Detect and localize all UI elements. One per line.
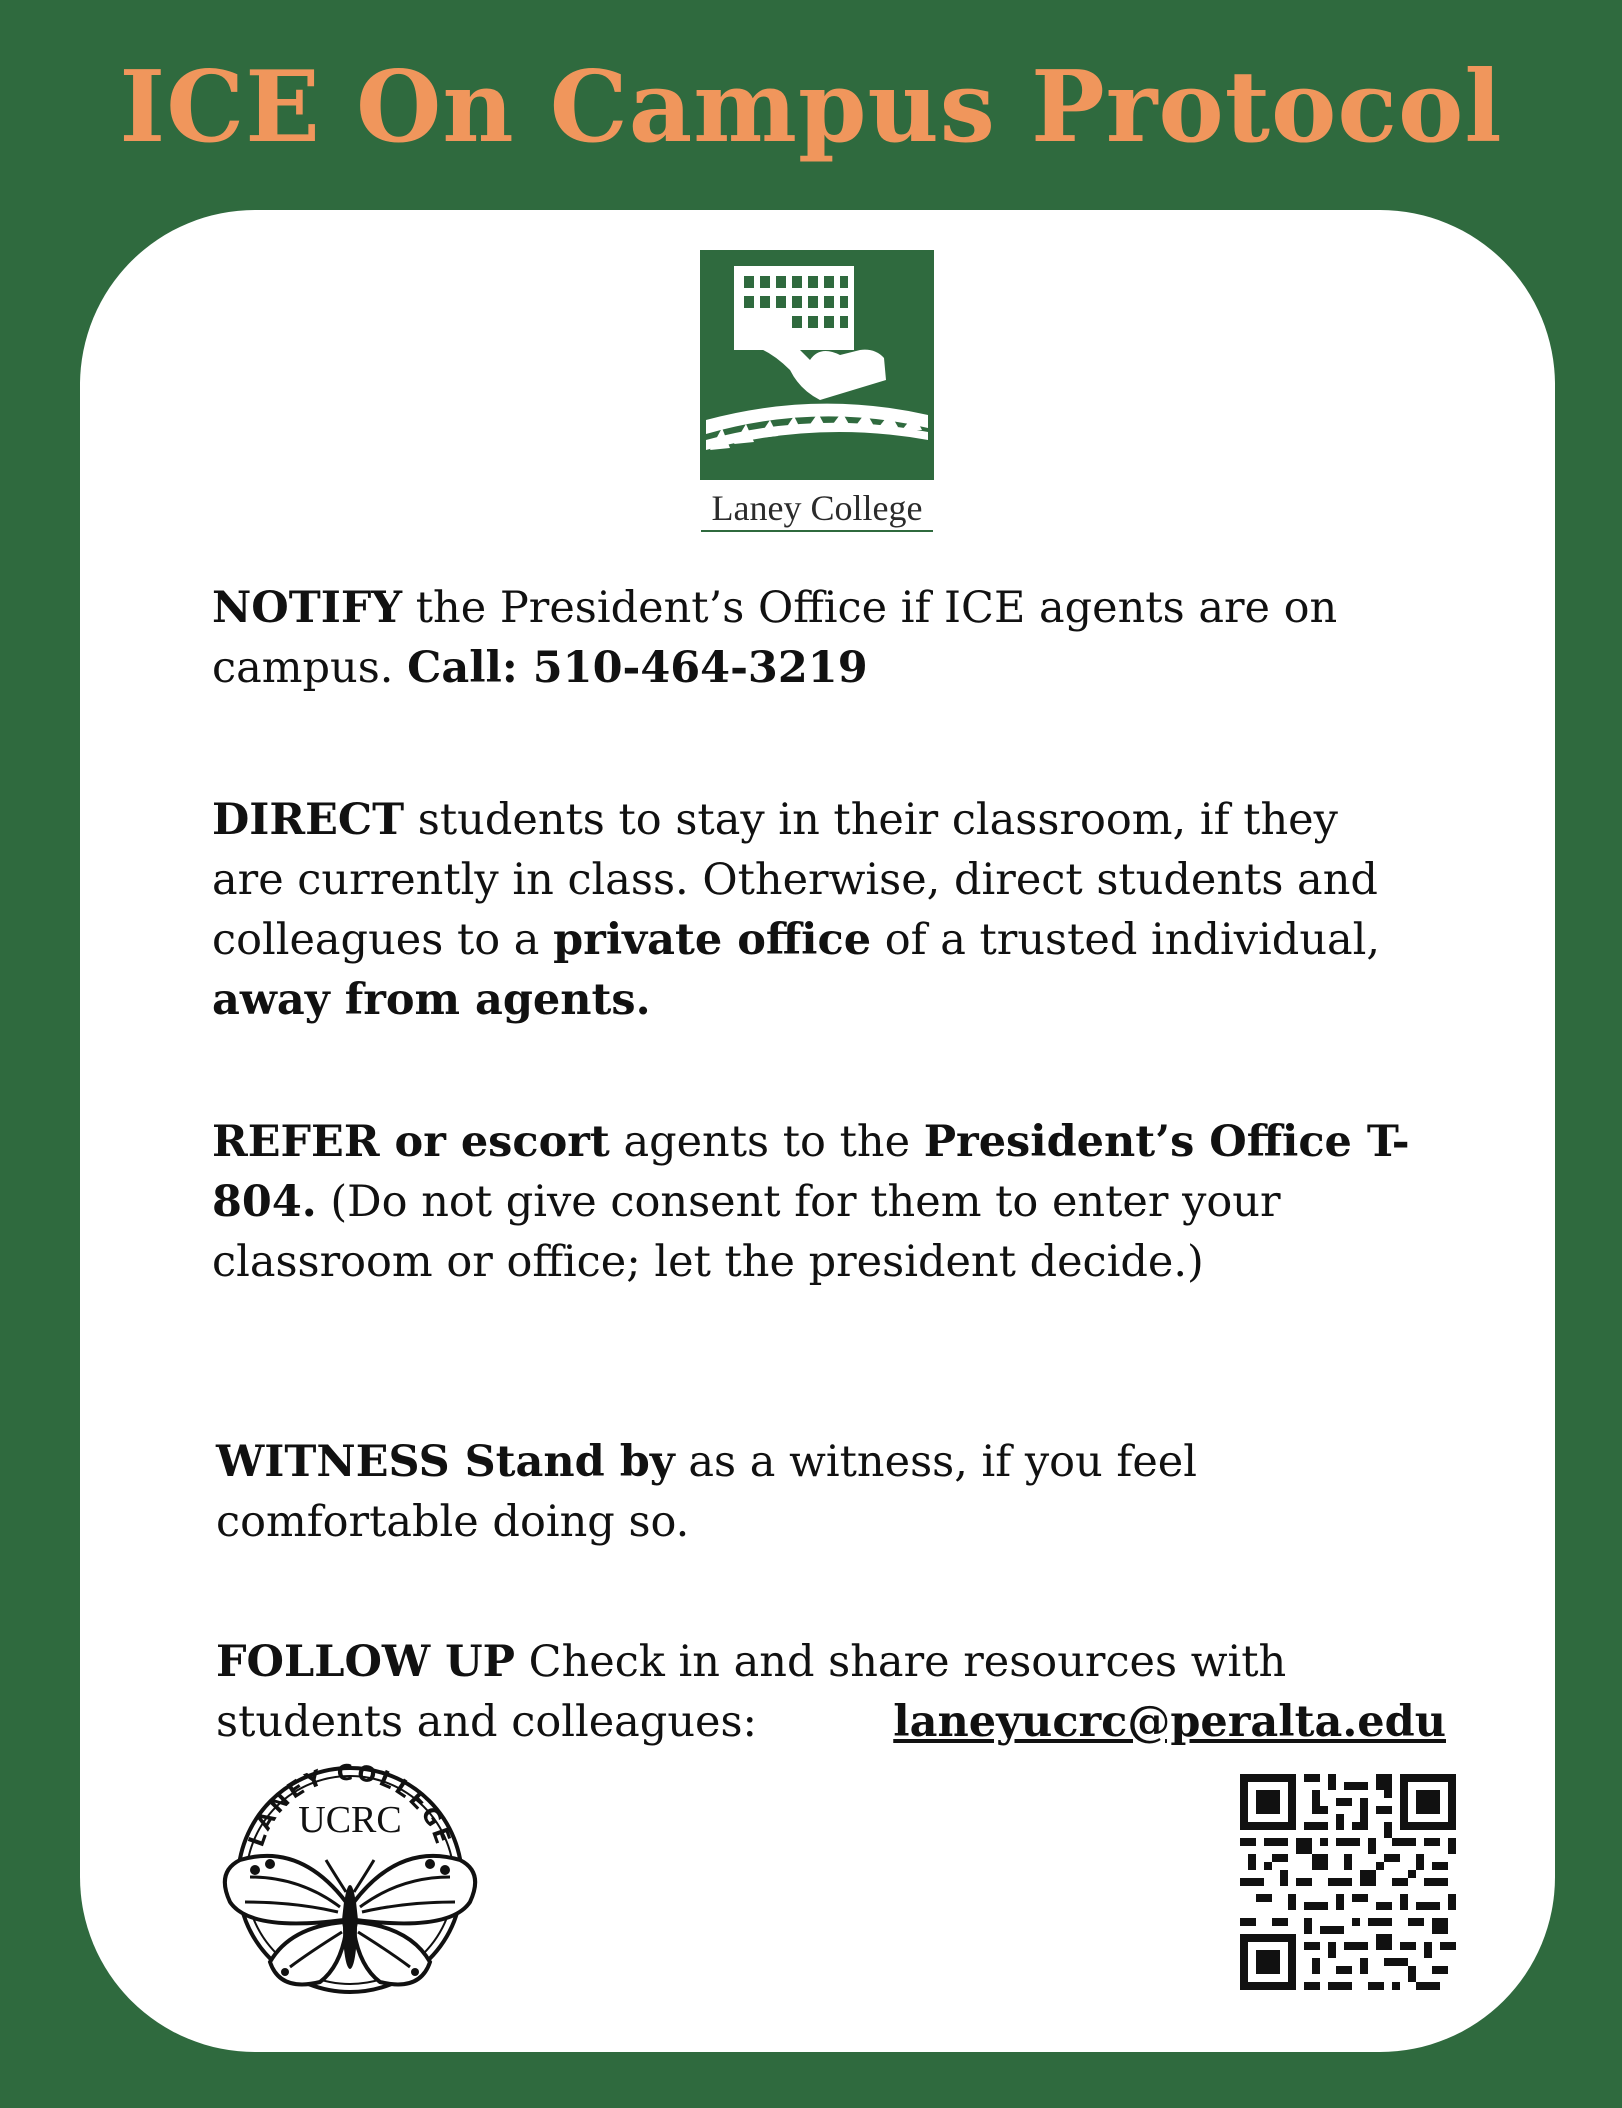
notify-text: the President’s Office if ICE agents are on campus. [212,583,1338,693]
step-refer [212,1112,1412,1292]
email-link[interactable]: laneyucrc@peralta.edu [893,1697,1446,1747]
qr-code[interactable] [1240,1774,1456,1990]
qr-code-icon [1240,1774,1456,1990]
witness-text: as a witness, if you feel comfortable doing so. [216,1437,1197,1547]
refer-bold-1: President’s Office T-804. [212,1117,1410,1227]
refer-text-2: (Do not give consent for them to enter your classroom or office; let the president decide.) [212,1177,1281,1287]
step-follow-up [216,1632,1446,1752]
direct-bold-2: away from agents. [212,975,651,1025]
direct-text-2: of a trusted individual, [871,915,1381,965]
ucrc-butterfly-badge [210,1752,490,2002]
witness-keyword: WITNESS Stand by [216,1437,675,1487]
refer-keyword: REFER or escort [212,1117,610,1167]
badge-center-text: UCRC [298,1799,402,1841]
follow-up-text-2: students and colleagues: [216,1697,758,1747]
notify-keyword: NOTIFY [212,583,403,633]
page-title: ICE On Campus Protocol [119,50,1503,165]
butterfly-icon [210,1752,490,2002]
direct-text-1: students to stay in their classroom, if they are currently in class. Otherwise, direct students and colleagues to a [212,795,1378,965]
follow-up-email-line [216,1692,1446,1752]
refer-text-1: agents to the [609,1117,924,1167]
step-witness [216,1432,1416,1552]
logo-caption: Laney College [711,488,923,528]
badge-arc-text: LANEY COLLEGE [244,1760,456,1851]
notify-call: Call: 510-464-3219 [407,643,868,693]
follow-up-text: Check in and share resources with [515,1637,1287,1687]
logo-underline [701,530,933,532]
direct-bold-1: private office [553,915,872,965]
direct-keyword: DIRECT [212,795,405,845]
follow-up-keyword: FOLLOW UP [216,1637,516,1687]
building-bridge-icon [700,250,934,480]
step-notify [212,578,1412,698]
laney-college-logo [700,250,934,532]
step-direct [212,790,1412,1030]
